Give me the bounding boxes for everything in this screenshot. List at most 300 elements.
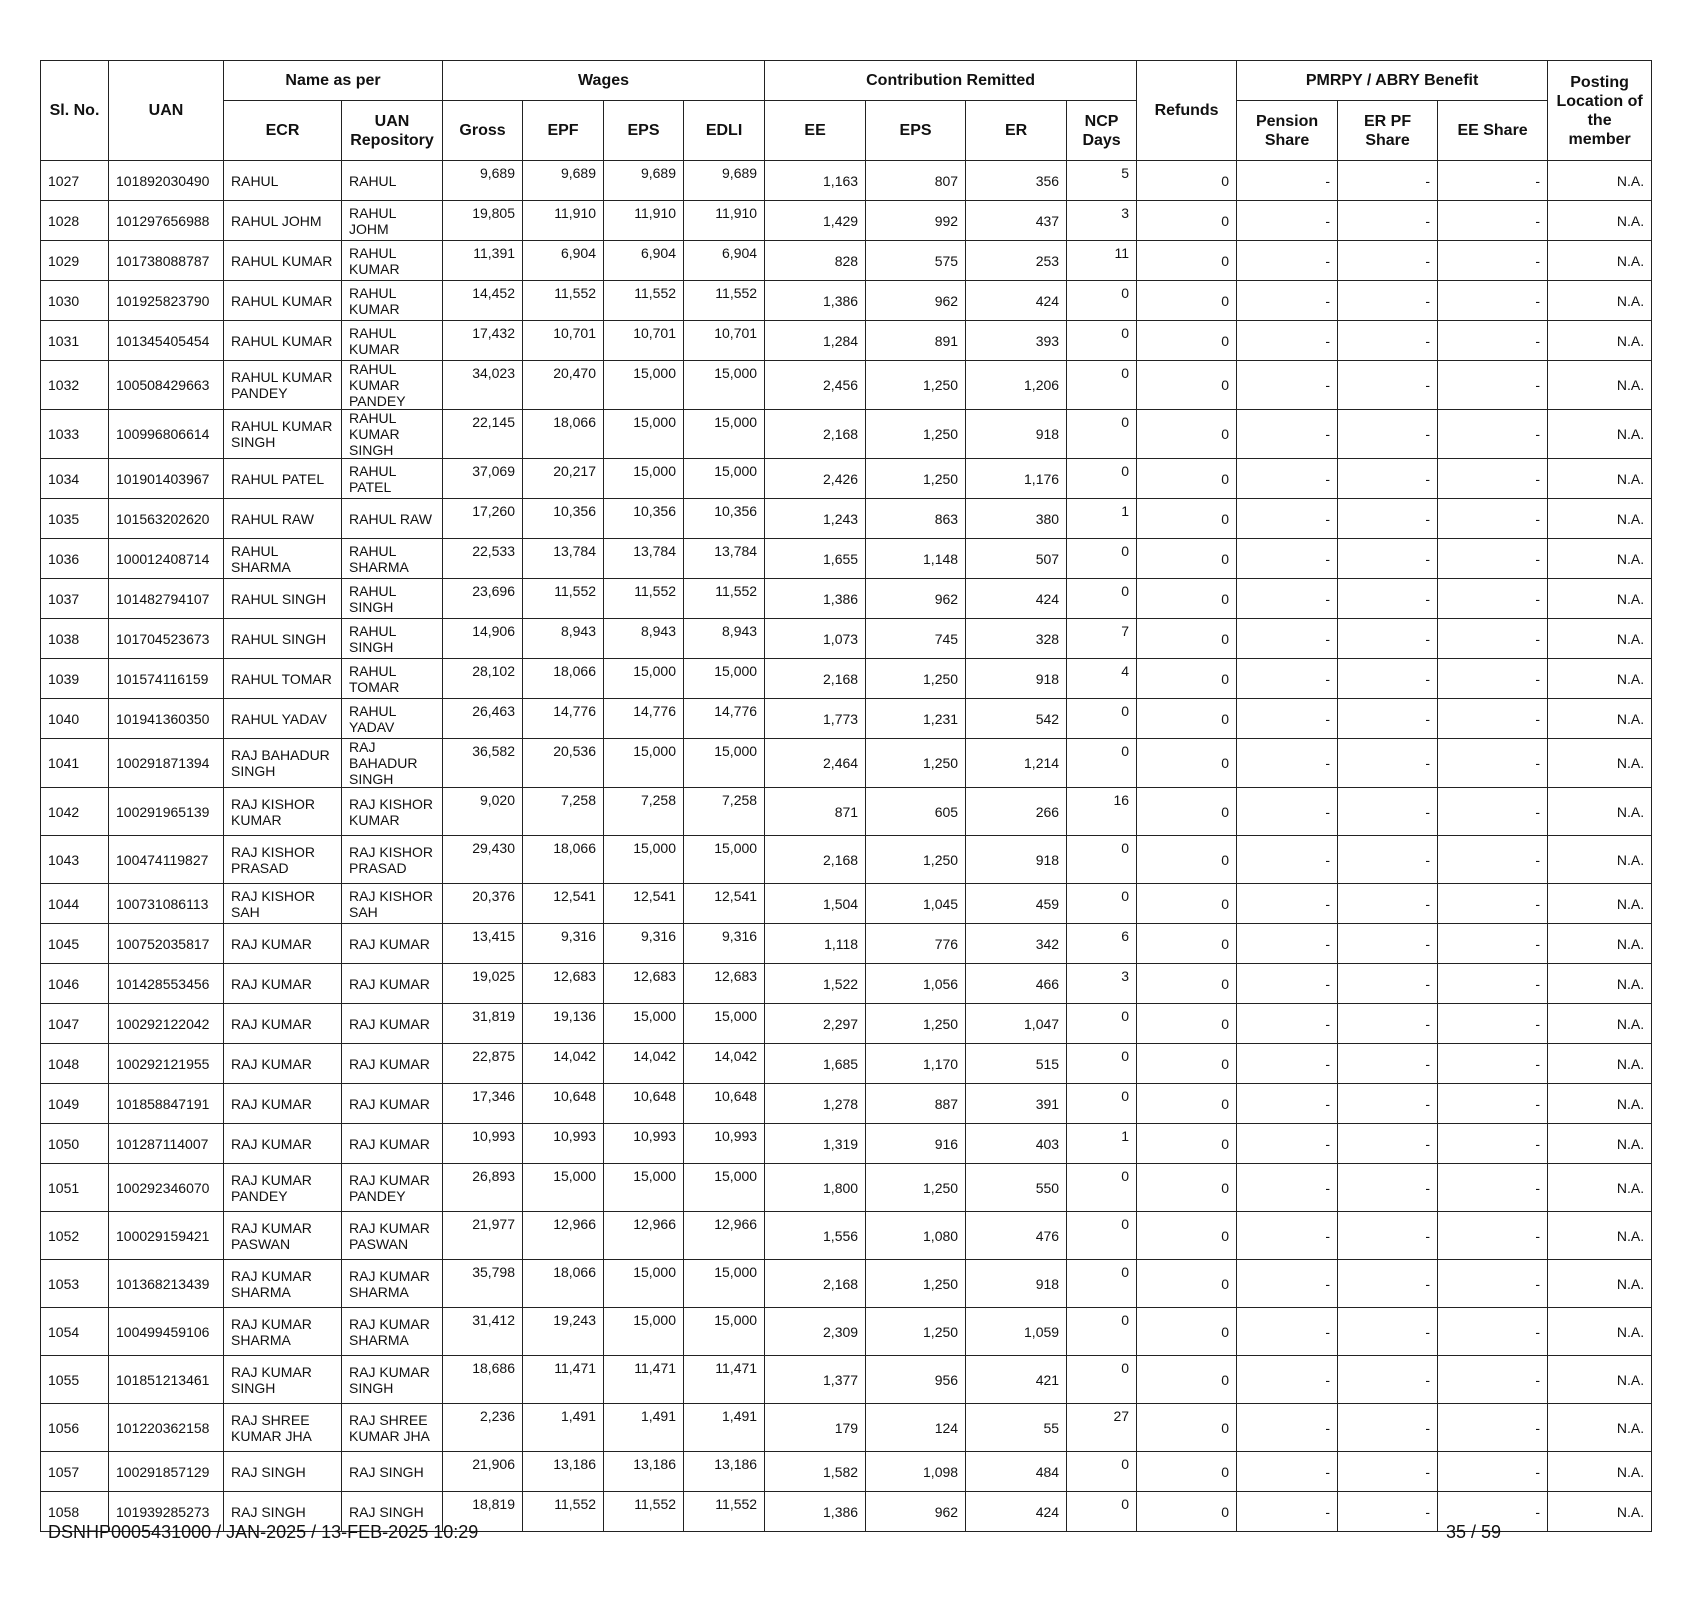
cell-ee-share: -	[1438, 1084, 1548, 1124]
cell-name-ecr: RAJ KUMAR	[224, 924, 342, 964]
cell-er-contribution: 391	[966, 1084, 1067, 1124]
cell-edli-wages: 8,943	[684, 619, 765, 659]
cell-ee-contribution: 2,297	[765, 1004, 866, 1044]
cell-name-uan-repository: RAJ KUMAR	[342, 964, 443, 1004]
cell-eps-wages: 9,316	[604, 924, 684, 964]
cell-sl-no: 1057	[41, 1452, 109, 1492]
cell-ncp-days: 1	[1067, 1124, 1137, 1164]
cell-pension-share: -	[1237, 1004, 1338, 1044]
cell-refunds: 0	[1137, 1308, 1237, 1356]
cell-posting-location: N.A.	[1548, 1084, 1652, 1124]
cell-ncp-days: 11	[1067, 241, 1137, 281]
cell-ncp-days: 3	[1067, 201, 1137, 241]
cell-ncp-days: 0	[1067, 539, 1137, 579]
cell-name-uan-repository: RAHUL KUMAR	[342, 281, 443, 321]
cell-gross-wages: 9,020	[443, 788, 523, 836]
cell-epf-wages: 14,042	[523, 1044, 604, 1084]
cell-pension-share: -	[1237, 1212, 1338, 1260]
cell-edli-wages: 13,784	[684, 539, 765, 579]
cell-eps-contribution: 962	[866, 281, 966, 321]
cell-er-pf-share: -	[1338, 459, 1438, 499]
cell-sl-no: 1031	[41, 321, 109, 361]
cell-eps-wages: 10,356	[604, 499, 684, 539]
cell-uan: 100508429663	[109, 361, 224, 410]
cell-pension-share: -	[1237, 410, 1338, 459]
cell-posting-location: N.A.	[1548, 1404, 1652, 1452]
cell-epf-wages: 11,910	[523, 201, 604, 241]
cell-edli-wages: 11,910	[684, 201, 765, 241]
cell-edli-wages: 7,258	[684, 788, 765, 836]
cell-pension-share: -	[1237, 161, 1338, 201]
cell-eps-contribution: 887	[866, 1084, 966, 1124]
cell-eps-contribution: 605	[866, 788, 966, 836]
cell-gross-wages: 21,906	[443, 1452, 523, 1492]
cell-sl-no: 1040	[41, 699, 109, 739]
cell-er-contribution: 507	[966, 539, 1067, 579]
cell-uan: 100499459106	[109, 1308, 224, 1356]
cell-edli-wages: 14,776	[684, 699, 765, 739]
cell-er-pf-share: -	[1338, 410, 1438, 459]
cell-er-contribution: 1,206	[966, 361, 1067, 410]
cell-eps-contribution: 807	[866, 161, 966, 201]
cell-er-contribution: 542	[966, 699, 1067, 739]
cell-name-ecr: RAHUL KUMAR	[224, 281, 342, 321]
cell-edli-wages: 10,356	[684, 499, 765, 539]
cell-name-uan-repository: RAHUL PATEL	[342, 459, 443, 499]
cell-epf-wages: 18,066	[523, 836, 604, 884]
cell-refunds: 0	[1137, 924, 1237, 964]
cell-er-contribution: 918	[966, 659, 1067, 699]
cell-name-ecr: RAHUL JOHM	[224, 201, 342, 241]
cell-refunds: 0	[1137, 1452, 1237, 1492]
cell-pension-share: -	[1237, 1084, 1338, 1124]
cell-eps-contribution: 1,231	[866, 699, 966, 739]
cell-er-pf-share: -	[1338, 281, 1438, 321]
cell-posting-location: N.A.	[1548, 1356, 1652, 1404]
cell-eps-contribution: 1,250	[866, 659, 966, 699]
cell-er-contribution: 484	[966, 1452, 1067, 1492]
cell-eps-wages: 12,541	[604, 884, 684, 924]
cell-ee-share: -	[1438, 499, 1548, 539]
table-row	[41, 1404, 1652, 1452]
cell-uan: 101482794107	[109, 579, 224, 619]
cell-eps-contribution: 956	[866, 1356, 966, 1404]
cell-gross-wages: 11,391	[443, 241, 523, 281]
cell-epf-wages: 11,552	[523, 1492, 604, 1532]
cell-ncp-days: 7	[1067, 619, 1137, 659]
cell-epf-wages: 10,648	[523, 1084, 604, 1124]
cell-eps-wages: 10,993	[604, 1124, 684, 1164]
header-gross: Gross	[443, 101, 523, 161]
cell-er-pf-share: -	[1338, 1004, 1438, 1044]
cell-pension-share: -	[1237, 836, 1338, 884]
cell-gross-wages: 22,533	[443, 539, 523, 579]
header-epf: EPF	[523, 101, 604, 161]
cell-pension-share: -	[1237, 579, 1338, 619]
cell-posting-location: N.A.	[1548, 1492, 1652, 1532]
cell-ee-contribution: 1,386	[765, 281, 866, 321]
cell-epf-wages: 11,471	[523, 1356, 604, 1404]
cell-sl-no: 1056	[41, 1404, 109, 1452]
cell-ee-contribution: 1,655	[765, 539, 866, 579]
cell-name-uan-repository: RAHUL SINGH	[342, 619, 443, 659]
cell-name-ecr: RAJ KUMAR	[224, 1044, 342, 1084]
cell-edli-wages: 11,552	[684, 1492, 765, 1532]
cell-ncp-days: 0	[1067, 884, 1137, 924]
cell-name-uan-repository: RAHUL KUMAR	[342, 321, 443, 361]
table-row	[41, 281, 1652, 321]
cell-gross-wages: 21,977	[443, 1212, 523, 1260]
cell-ee-share: -	[1438, 1308, 1548, 1356]
cell-ncp-days: 0	[1067, 836, 1137, 884]
cell-eps-contribution: 1,250	[866, 836, 966, 884]
cell-edli-wages: 12,541	[684, 884, 765, 924]
cell-name-uan-repository: RAJ KISHOR PRASAD	[342, 836, 443, 884]
cell-name-uan-repository: RAJ KUMAR	[342, 924, 443, 964]
cell-name-uan-repository: RAJ KUMAR	[342, 1084, 443, 1124]
cell-gross-wages: 10,993	[443, 1124, 523, 1164]
cell-gross-wages: 13,415	[443, 924, 523, 964]
cell-gross-wages: 31,412	[443, 1308, 523, 1356]
cell-er-contribution: 1,214	[966, 739, 1067, 788]
cell-uan: 101574116159	[109, 659, 224, 699]
cell-sl-no: 1033	[41, 410, 109, 459]
cell-er-pf-share: -	[1338, 539, 1438, 579]
cell-er-pf-share: -	[1338, 1164, 1438, 1212]
cell-ee-contribution: 1,386	[765, 1492, 866, 1532]
cell-sl-no: 1029	[41, 241, 109, 281]
cell-uan: 100474119827	[109, 836, 224, 884]
cell-eps-contribution: 1,148	[866, 539, 966, 579]
cell-eps-contribution: 1,045	[866, 884, 966, 924]
cell-name-uan-repository: RAHUL KUMAR SINGH	[342, 410, 443, 459]
cell-gross-wages: 18,819	[443, 1492, 523, 1532]
cell-ee-contribution: 2,426	[765, 459, 866, 499]
cell-ee-contribution: 871	[765, 788, 866, 836]
cell-ee-contribution: 179	[765, 1404, 866, 1452]
cell-ncp-days: 0	[1067, 1260, 1137, 1308]
cell-ee-share: -	[1438, 539, 1548, 579]
cell-gross-wages: 19,805	[443, 201, 523, 241]
cell-uan: 101925823790	[109, 281, 224, 321]
header-pension-share: Pension Share	[1237, 101, 1338, 161]
cell-er-contribution: 253	[966, 241, 1067, 281]
cell-edli-wages: 14,042	[684, 1044, 765, 1084]
cell-uan: 100029159421	[109, 1212, 224, 1260]
table-row	[41, 579, 1652, 619]
cell-er-pf-share: -	[1338, 659, 1438, 699]
cell-ee-share: -	[1438, 161, 1548, 201]
cell-gross-wages: 14,452	[443, 281, 523, 321]
cell-epf-wages: 9,689	[523, 161, 604, 201]
header-uan: UAN	[109, 61, 224, 161]
cell-name-ecr: RAJ SINGH	[224, 1452, 342, 1492]
cell-er-pf-share: -	[1338, 361, 1438, 410]
cell-epf-wages: 6,904	[523, 241, 604, 281]
cell-refunds: 0	[1137, 1212, 1237, 1260]
cell-ee-contribution: 1,284	[765, 321, 866, 361]
cell-name-uan-repository: RAJ SHREE KUMAR JHA	[342, 1404, 443, 1452]
cell-er-pf-share: -	[1338, 788, 1438, 836]
cell-eps-wages: 15,000	[604, 459, 684, 499]
cell-ee-share: -	[1438, 1044, 1548, 1084]
cell-name-ecr: RAJ SHREE KUMAR JHA	[224, 1404, 342, 1452]
table-row	[41, 659, 1652, 699]
table-row	[41, 459, 1652, 499]
cell-ee-contribution: 2,168	[765, 410, 866, 459]
cell-ee-share: -	[1438, 459, 1548, 499]
cell-name-ecr: RAJ KISHOR PRASAD	[224, 836, 342, 884]
cell-name-uan-repository: RAJ KUMAR PANDEY	[342, 1164, 443, 1212]
cell-edli-wages: 11,471	[684, 1356, 765, 1404]
cell-eps-contribution: 1,056	[866, 964, 966, 1004]
cell-pension-share: -	[1237, 619, 1338, 659]
cell-er-contribution: 1,059	[966, 1308, 1067, 1356]
cell-ee-contribution: 2,309	[765, 1308, 866, 1356]
header-ncp-days: NCP Days	[1067, 101, 1137, 161]
cell-ee-share: -	[1438, 1004, 1548, 1044]
table-row	[41, 1260, 1652, 1308]
cell-uan: 101892030490	[109, 161, 224, 201]
cell-er-contribution: 356	[966, 161, 1067, 201]
cell-ee-contribution: 2,168	[765, 836, 866, 884]
cell-ncp-days: 0	[1067, 459, 1137, 499]
cell-uan: 101220362158	[109, 1404, 224, 1452]
cell-sl-no: 1030	[41, 281, 109, 321]
cell-name-ecr: RAJ KUMAR PASWAN	[224, 1212, 342, 1260]
cell-posting-location: N.A.	[1548, 1212, 1652, 1260]
cell-ee-share: -	[1438, 924, 1548, 964]
cell-refunds: 0	[1137, 410, 1237, 459]
cell-edli-wages: 15,000	[684, 739, 765, 788]
table-row	[41, 201, 1652, 241]
cell-er-pf-share: -	[1338, 499, 1438, 539]
cell-edli-wages: 10,648	[684, 1084, 765, 1124]
cell-name-uan-repository: RAJ SINGH	[342, 1452, 443, 1492]
cell-name-uan-repository: RAHUL KUMAR	[342, 241, 443, 281]
cell-ee-contribution: 828	[765, 241, 866, 281]
cell-eps-wages: 15,000	[604, 1164, 684, 1212]
cell-posting-location: N.A.	[1548, 579, 1652, 619]
cell-er-contribution: 328	[966, 619, 1067, 659]
cell-edli-wages: 15,000	[684, 659, 765, 699]
cell-sl-no: 1035	[41, 499, 109, 539]
cell-name-uan-repository: RAJ KUMAR SHARMA	[342, 1260, 443, 1308]
cell-epf-wages: 19,136	[523, 1004, 604, 1044]
header-er-pf-share: ER PF Share	[1338, 101, 1438, 161]
cell-ncp-days: 16	[1067, 788, 1137, 836]
cell-name-ecr: RAHUL TOMAR	[224, 659, 342, 699]
cell-uan: 101939285273	[109, 1492, 224, 1532]
cell-gross-wages: 17,432	[443, 321, 523, 361]
cell-epf-wages: 1,491	[523, 1404, 604, 1452]
cell-name-ecr: RAJ KUMAR	[224, 1004, 342, 1044]
cell-ncp-days: 0	[1067, 579, 1137, 619]
cell-sl-no: 1039	[41, 659, 109, 699]
cell-edli-wages: 12,683	[684, 964, 765, 1004]
cell-pension-share: -	[1237, 539, 1338, 579]
cell-epf-wages: 10,993	[523, 1124, 604, 1164]
cell-eps-contribution: 1,250	[866, 1164, 966, 1212]
cell-er-contribution: 437	[966, 201, 1067, 241]
cell-refunds: 0	[1137, 161, 1237, 201]
cell-pension-share: -	[1237, 964, 1338, 1004]
cell-eps-wages: 1,491	[604, 1404, 684, 1452]
table-row	[41, 836, 1652, 884]
cell-ee-share: -	[1438, 361, 1548, 410]
cell-epf-wages: 19,243	[523, 1308, 604, 1356]
cell-er-pf-share: -	[1338, 1212, 1438, 1260]
cell-refunds: 0	[1137, 1124, 1237, 1164]
cell-epf-wages: 8,943	[523, 619, 604, 659]
cell-refunds: 0	[1137, 836, 1237, 884]
cell-ncp-days: 0	[1067, 699, 1137, 739]
cell-epf-wages: 13,186	[523, 1452, 604, 1492]
cell-refunds: 0	[1137, 739, 1237, 788]
cell-name-uan-repository: RAJ KUMAR	[342, 1004, 443, 1044]
cell-edli-wages: 12,966	[684, 1212, 765, 1260]
cell-posting-location: N.A.	[1548, 964, 1652, 1004]
cell-pension-share: -	[1237, 321, 1338, 361]
cell-ncp-days: 0	[1067, 1004, 1137, 1044]
cell-posting-location: N.A.	[1548, 241, 1652, 281]
table-row	[41, 884, 1652, 924]
cell-uan: 100012408714	[109, 539, 224, 579]
cell-pension-share: -	[1237, 1044, 1338, 1084]
cell-uan: 100291965139	[109, 788, 224, 836]
cell-epf-wages: 18,066	[523, 410, 604, 459]
cell-ncp-days: 0	[1067, 739, 1137, 788]
header-uan-repository: UAN Repository	[342, 101, 443, 161]
cell-name-ecr: RAHUL SHARMA	[224, 539, 342, 579]
cell-posting-location: N.A.	[1548, 1260, 1652, 1308]
cell-sl-no: 1046	[41, 964, 109, 1004]
table-row	[41, 1004, 1652, 1044]
cell-er-pf-share: -	[1338, 579, 1438, 619]
cell-ee-share: -	[1438, 739, 1548, 788]
cell-eps-contribution: 1,080	[866, 1212, 966, 1260]
cell-er-pf-share: -	[1338, 1308, 1438, 1356]
cell-eps-wages: 10,648	[604, 1084, 684, 1124]
cell-sl-no: 1044	[41, 884, 109, 924]
cell-er-contribution: 403	[966, 1124, 1067, 1164]
table-row	[41, 241, 1652, 281]
cell-pension-share: -	[1237, 699, 1338, 739]
cell-eps-wages: 7,258	[604, 788, 684, 836]
cell-edli-wages: 10,993	[684, 1124, 765, 1164]
cell-posting-location: N.A.	[1548, 924, 1652, 964]
table-row	[41, 1212, 1652, 1260]
cell-ee-share: -	[1438, 201, 1548, 241]
cell-name-uan-repository: RAHUL SINGH	[342, 579, 443, 619]
cell-uan: 100752035817	[109, 924, 224, 964]
cell-er-contribution: 342	[966, 924, 1067, 964]
cell-eps-wages: 10,701	[604, 321, 684, 361]
cell-posting-location: N.A.	[1548, 699, 1652, 739]
cell-pension-share: -	[1237, 361, 1338, 410]
cell-refunds: 0	[1137, 1492, 1237, 1532]
footer-page-number: 35 / 59	[1446, 1522, 1502, 1542]
cell-posting-location: N.A.	[1548, 161, 1652, 201]
cell-name-ecr: RAJ KUMAR	[224, 1124, 342, 1164]
cell-epf-wages: 9,316	[523, 924, 604, 964]
cell-ncp-days: 3	[1067, 964, 1137, 1004]
cell-refunds: 0	[1137, 499, 1237, 539]
cell-name-ecr: RAJ KUMAR	[224, 964, 342, 1004]
cell-sl-no: 1054	[41, 1308, 109, 1356]
cell-ee-contribution: 2,168	[765, 1260, 866, 1308]
cell-epf-wages: 12,541	[523, 884, 604, 924]
cell-posting-location: N.A.	[1548, 1004, 1652, 1044]
cell-er-contribution: 1,176	[966, 459, 1067, 499]
cell-ee-contribution: 1,800	[765, 1164, 866, 1212]
cell-er-pf-share: -	[1338, 964, 1438, 1004]
cell-ncp-days: 0	[1067, 1356, 1137, 1404]
cell-refunds: 0	[1137, 1404, 1237, 1452]
cell-gross-wages: 26,463	[443, 699, 523, 739]
cell-name-ecr: RAJ KUMAR SHARMA	[224, 1260, 342, 1308]
cell-gross-wages: 14,906	[443, 619, 523, 659]
cell-pension-share: -	[1237, 1404, 1338, 1452]
cell-sl-no: 1052	[41, 1212, 109, 1260]
cell-posting-location: N.A.	[1548, 1452, 1652, 1492]
cell-eps-contribution: 891	[866, 321, 966, 361]
cell-er-pf-share: -	[1338, 836, 1438, 884]
cell-er-pf-share: -	[1338, 884, 1438, 924]
cell-eps-wages: 13,784	[604, 539, 684, 579]
cell-eps-contribution: 1,098	[866, 1452, 966, 1492]
header-ee: EE	[765, 101, 866, 161]
cell-er-pf-share: -	[1338, 241, 1438, 281]
cell-gross-wages: 19,025	[443, 964, 523, 1004]
cell-ee-contribution: 1,556	[765, 1212, 866, 1260]
cell-eps-contribution: 863	[866, 499, 966, 539]
cell-gross-wages: 22,875	[443, 1044, 523, 1084]
cell-gross-wages: 31,819	[443, 1004, 523, 1044]
cell-eps-wages: 11,552	[604, 579, 684, 619]
cell-eps-wages: 12,683	[604, 964, 684, 1004]
table-body	[41, 161, 1652, 1532]
cell-epf-wages: 20,470	[523, 361, 604, 410]
cell-name-uan-repository: RAJ KUMAR	[342, 1044, 443, 1084]
cell-name-ecr: RAJ KUMAR SINGH	[224, 1356, 342, 1404]
cell-ee-contribution: 1,243	[765, 499, 866, 539]
cell-sl-no: 1055	[41, 1356, 109, 1404]
cell-ee-contribution: 2,464	[765, 739, 866, 788]
header-name-as-per: Name as per	[224, 61, 443, 101]
cell-edli-wages: 15,000	[684, 836, 765, 884]
cell-er-contribution: 466	[966, 964, 1067, 1004]
cell-ee-share: -	[1438, 699, 1548, 739]
table-row	[41, 539, 1652, 579]
cell-name-ecr: RAHUL KUMAR	[224, 241, 342, 281]
cell-eps-wages: 15,000	[604, 361, 684, 410]
cell-ee-contribution: 1,073	[765, 619, 866, 659]
cell-epf-wages: 10,701	[523, 321, 604, 361]
cell-er-contribution: 421	[966, 1356, 1067, 1404]
cell-er-pf-share: -	[1338, 619, 1438, 659]
cell-uan: 100291857129	[109, 1452, 224, 1492]
ecr-contribution-table	[40, 60, 1652, 1532]
cell-eps-wages: 13,186	[604, 1452, 684, 1492]
cell-ee-contribution: 1,773	[765, 699, 866, 739]
cell-pension-share: -	[1237, 459, 1338, 499]
table-row	[41, 1124, 1652, 1164]
cell-eps-wages: 15,000	[604, 836, 684, 884]
cell-ee-contribution: 1,386	[765, 579, 866, 619]
cell-sl-no: 1038	[41, 619, 109, 659]
cell-ee-share: -	[1438, 836, 1548, 884]
